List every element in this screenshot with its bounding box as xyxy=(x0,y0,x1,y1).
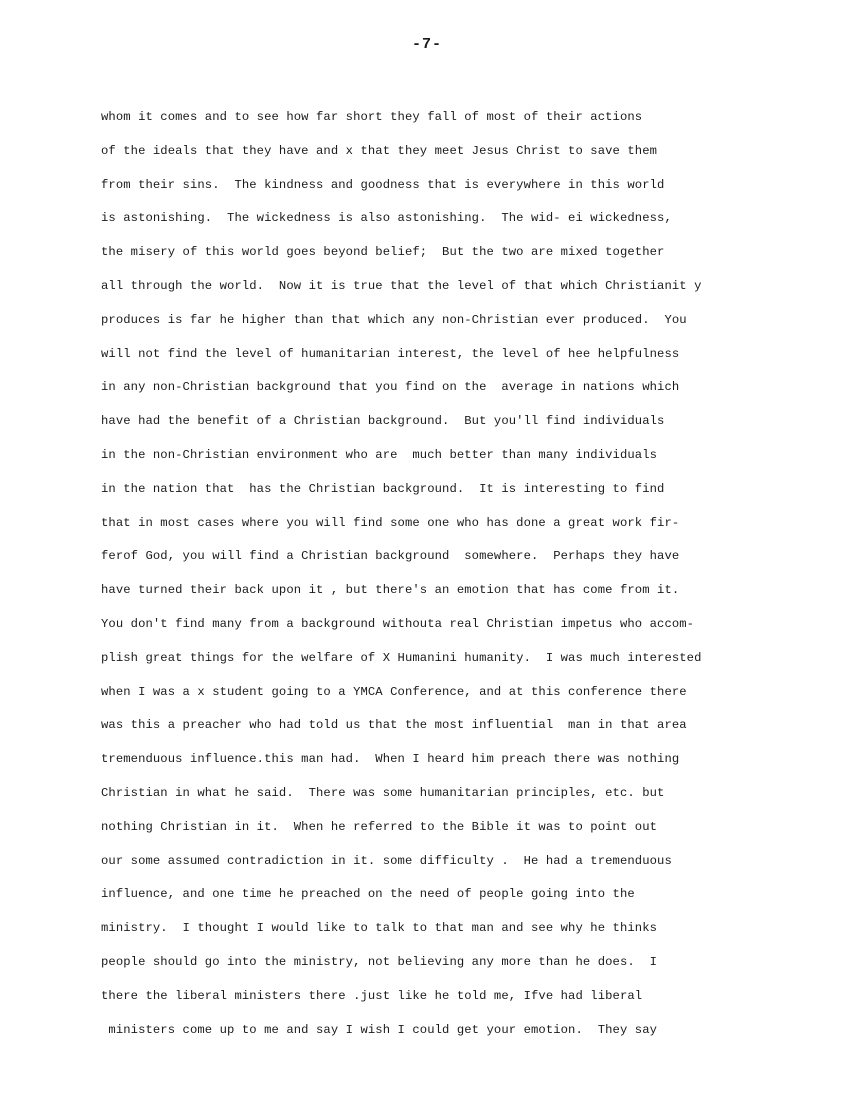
text-line: there the liberal ministers there .just like he told me, Ifve had liberal xyxy=(101,988,643,1003)
text-line: our some assumed contradiction in it. some difficulty . He had a tremenduous xyxy=(101,853,672,868)
text-line: the misery of this world goes beyond belief; But the two are mixed together xyxy=(101,245,665,260)
text-line: that in most cases where you will find some one who has done a great work fir- xyxy=(101,515,680,530)
text-line: nothing Christian in it. When he referred to the Bible it was to point out xyxy=(101,819,658,834)
text-line: in the nation that has the Christian background. It is interesting to find xyxy=(101,481,665,496)
text-line: whom it comes and to see how far short they fall of most of their actions xyxy=(101,110,643,124)
text-line: from their sins. The kindness and goodness that is everywhere in this world xyxy=(101,177,665,192)
text-line: is astonishing. The wickedness is also astonishing. The wid- ei wickedness, xyxy=(101,211,672,226)
text-line: in the non-Christian environment who are much better than many individuals xyxy=(101,447,658,462)
text-line: ferof God, you will find a Christian background somewhere. Perhaps they have xyxy=(101,549,680,564)
text-line: have turned their back upon it , but there's an emotion that has come from it. xyxy=(101,583,680,598)
text-line: produces is far he higher than that which any non-Christian ever produced. You xyxy=(101,312,687,327)
text-line: was this a preacher who had told us that the most influential man in that area xyxy=(101,718,687,733)
text-line: ministry. I thought I would like to talk to that man and see why he thinks xyxy=(101,921,658,936)
text-line: in any non-Christian background that you find on the average in nations which xyxy=(101,380,680,395)
text-line: will not find the level of humanitarian interest, the level of hee helpfulness xyxy=(101,346,680,361)
text-line: all through the world. Now it is true that the level of that which Christianit y xyxy=(101,278,702,293)
text-line: tremenduous influence.this man had. When I heard him preach there was nothing xyxy=(101,752,680,767)
text-line: of the ideals that they have and x that they meet Jesus Christ to save them xyxy=(101,143,658,158)
text-line: have had the benefit of a Christian background. But you'll find individuals xyxy=(101,414,665,429)
text-line: ministers come up to me and say I wish I could get your emotion. They say xyxy=(101,1022,658,1037)
text-line: influence, and one time he preached on the need of people going into the xyxy=(101,887,635,902)
text-line: people should go into the ministry, not believing any more than he does. I xyxy=(101,954,658,969)
text-line: when I was a x student going to a YMCA Conference, and at this conference there xyxy=(101,684,687,699)
text-line: Christian in what he said. There was some humanitarian principles, etc. but xyxy=(101,785,665,800)
text-line: plish great things for the welfare of X Humanini humanity. I was much interested xyxy=(101,650,702,665)
page-number: -7- xyxy=(411,36,442,53)
typed-text-body xyxy=(101,107,821,1053)
text-line: You don't find many from a background withouta real Christian impetus who accom- xyxy=(101,616,695,631)
